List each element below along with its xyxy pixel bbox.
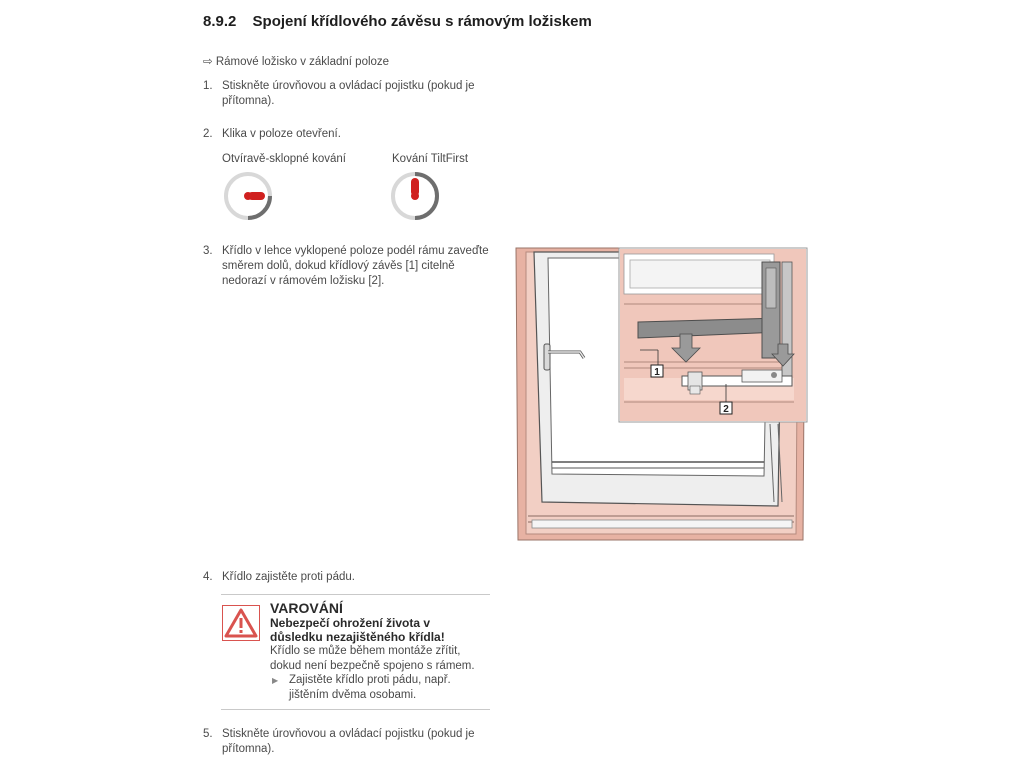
step-number: 5. <box>203 728 213 740</box>
step-text: Stiskněte úrovňovou a ovládací pojistku (pokud je přítomna). <box>222 80 475 107</box>
step-text: Křídlo zajistěte proti pádu. <box>222 571 355 583</box>
section-number: 8.9.2 <box>203 13 237 30</box>
step-number: 4. <box>203 571 213 583</box>
handle-position-horizontal-icon <box>222 170 274 222</box>
warning-body: Křídlo se může během montáže zřítit, dokud není bezpečně spojeno s rámem. <box>270 645 475 672</box>
warning-box <box>221 594 490 710</box>
warning-title: VAROVÁNÍ <box>270 600 343 616</box>
callout-1: 1 <box>654 367 660 378</box>
warning-triangle-icon <box>223 606 259 640</box>
step-number: 3. <box>203 245 213 257</box>
warning-icon-frame <box>222 605 260 641</box>
section-heading <box>203 13 592 30</box>
handle-diagram-label-turn-tilt: Otvíravě-sklopné kování <box>222 153 347 165</box>
step-text: Klika v poloze otevření. <box>222 128 341 140</box>
step-text: Křídlo v lehce vyklopené poloze podél rámu zaveďte směrem dolů, dokud křídlový závěs [1] citelně nedorazí v rámovém ložisku [2]. <box>222 245 489 287</box>
handle-position-vertical-icon <box>389 170 441 222</box>
section-title: Spojení křídlového závěsu s rámovým ložiskem <box>252 13 592 30</box>
warning-subtitle: Nebezpečí ohrožení života v důsledku nezajištěného křídla! <box>270 616 445 644</box>
window-hinge-figure <box>512 244 810 546</box>
precondition-text: ⇨ Rámové ložisko v základní poloze <box>203 56 390 68</box>
callout-2: 2 <box>723 404 729 415</box>
warning-bullet-text: Zajistěte křídlo proti pádu, např. jištěním dvěma osobami. <box>289 674 451 701</box>
handle-diagram-label-tiltfirst: Kování TiltFirst <box>392 153 469 165</box>
bullet-arrow-icon: ▶ <box>272 676 279 685</box>
step-number: 2. <box>203 128 213 140</box>
step-number: 1. <box>203 80 213 92</box>
step-text: Stiskněte úrovňovou a ovládací pojistku (pokud je přítomna). <box>222 728 475 755</box>
